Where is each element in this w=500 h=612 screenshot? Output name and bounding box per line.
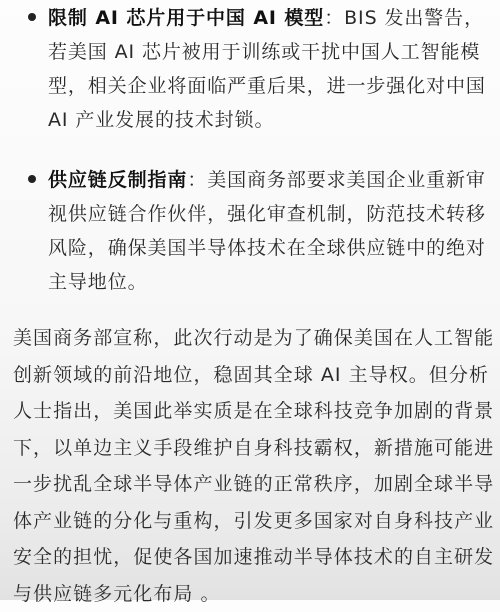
bullet-body: BIS 发出警告，若美国 AI 芯片被用于训练或干扰中国人工智能模型，相关企业将面临严重后果，进一步强化对中国 AI 产业发展的技术封锁。 <box>48 7 486 131</box>
bullet-dot <box>28 175 36 183</box>
analysis-paragraph: 美国商务部宣称，此次行动是为了确保美国在人工智能创新领域的前沿地位，稳固其全球 AI 主导权。但分析人士指出，美国此举实质是在全球科技竞争加剧的背景下，以单边主义手段维护自身科技霸权，新措施可能进一步扰乱全球半导体产业链的正常秩序，加剧全球半导体产业链的分化与重构，引发更多国家对自身科技产业安全的担忧，促使各国加速推动半导体技术的自主研发与供应链多元化布局 。 <box>13 327 495 605</box>
bullet-separator: ： <box>187 169 208 191</box>
bullet-separator: ： <box>324 7 345 29</box>
bullet-title: 限制 AI 芯片用于中国 AI 模型 <box>48 7 325 29</box>
bullet-item-ai-chip-restriction <box>48 1 493 137</box>
bullet-title: 供应链反制指南 <box>48 169 188 191</box>
bullet-item-supply-chain-guidance <box>48 163 493 299</box>
bullet-dot <box>28 13 36 21</box>
bullet-body: 美国商务部要求美国企业重新审视供应链合作伙伴，强化审查机制，防范技术转移风险，确保美国半导体技术在全球供应链中的绝对主导地位。 <box>48 169 486 293</box>
